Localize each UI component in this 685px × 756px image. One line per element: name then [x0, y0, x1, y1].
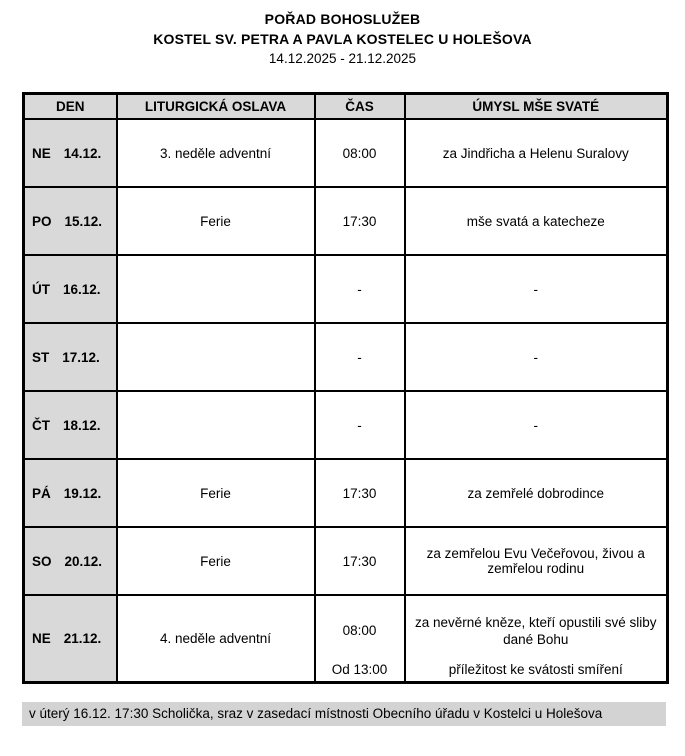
- intention-cell: mše svatá a katecheze: [405, 187, 668, 255]
- day-abbrev: ČT: [32, 417, 50, 433]
- day-abbrev: SO: [32, 553, 52, 569]
- intention-cell: [405, 595, 668, 683]
- col-header-cas: ČAS: [315, 94, 405, 120]
- day-date: 18.12.: [63, 417, 101, 433]
- celebration-cell: [117, 323, 315, 391]
- table-row: [24, 527, 668, 595]
- day-cell: [24, 459, 117, 527]
- time-cell: 17:30: [315, 459, 405, 527]
- document-header: [0, 0, 685, 69]
- day-cell: [24, 527, 117, 595]
- celebration-cell: 3. neděle adventní: [117, 119, 315, 187]
- table-row: [24, 459, 668, 527]
- table-body: [24, 119, 668, 683]
- day-cell: [24, 323, 117, 391]
- footer-note: v úterý 16.12. 17:30 Scholička, sraz v zasedací místnosti Obecního úřadu v Kostelci u Holešova: [22, 702, 666, 726]
- celebration-cell: [117, 391, 315, 459]
- celebration-cell: [117, 255, 315, 323]
- intention-cell: -: [405, 323, 668, 391]
- day-date: 21.12.: [63, 631, 102, 646]
- time-cell: 08:00: [315, 119, 405, 187]
- day-date: 17.12.: [62, 349, 100, 365]
- day-date: 20.12.: [64, 553, 103, 569]
- table-row: [24, 391, 668, 459]
- day-abbrev: ST: [32, 349, 50, 365]
- col-header-liturgicka-oslava: LITURGICKÁ OSLAVA: [117, 94, 315, 120]
- time-entries: [320, 596, 400, 681]
- intention-entry-1: za nevěrné kněze, kteří opustili své sliby dané Bohu: [414, 614, 657, 647]
- day-abbrev: ÚT: [32, 281, 50, 297]
- time-cell: 17:30: [315, 187, 405, 255]
- day-cell: [24, 255, 117, 323]
- schedule-table: [22, 92, 669, 684]
- table-row: [24, 187, 668, 255]
- table-row: [24, 255, 668, 323]
- header-row: [24, 94, 668, 120]
- intention-cell: za zemřelou Evu Večeřovou, živou a zemřelou rodinu: [405, 527, 668, 595]
- intention-entry-2: příležitost ke svátosti smíření: [448, 662, 623, 677]
- day-abbrev: NE: [32, 631, 51, 646]
- intention-cell: za zemřelé dobrodince: [405, 459, 668, 527]
- table-row: [24, 119, 668, 187]
- celebration-cell: Ferie: [117, 527, 315, 595]
- time-cell: -: [315, 391, 405, 459]
- date-range: 14.12.2025 - 21.12.2025: [268, 51, 417, 66]
- time-cell: -: [315, 323, 405, 391]
- table-row: [24, 323, 668, 391]
- time-cell: -: [315, 255, 405, 323]
- col-header-den: DEN: [24, 94, 117, 120]
- intention-cell: za Jindřicha a Helenu Suralovy: [405, 119, 668, 187]
- time-cell: [315, 595, 405, 683]
- page-subtitle: KOSTEL SV. PETRA A PAVLA KOSTELEC U HOLEŠOVA: [153, 31, 532, 47]
- time-entry-1: 08:00: [342, 623, 377, 638]
- table-header: [24, 94, 668, 120]
- day-cell: [24, 119, 117, 187]
- page-title: POŘAD BOHOSLUŽEB: [264, 11, 421, 27]
- day-date: 16.12.: [63, 281, 101, 297]
- celebration-cell: Ferie: [117, 459, 315, 527]
- day-abbrev: PÁ: [32, 485, 51, 501]
- day-cell: [24, 391, 117, 459]
- day-cell: [24, 187, 117, 255]
- celebration-cell: 4. neděle adventní: [117, 595, 315, 683]
- day-date: 14.12.: [63, 145, 102, 161]
- intention-cell: -: [405, 255, 668, 323]
- intention-cell: -: [405, 391, 668, 459]
- day-cell: [24, 595, 117, 683]
- day-abbrev: NE: [32, 145, 51, 161]
- time-cell: 17:30: [315, 527, 405, 595]
- day-date: 15.12.: [64, 213, 103, 229]
- time-entry-2: Od 13:00: [331, 662, 388, 677]
- celebration-cell: Ferie: [117, 187, 315, 255]
- col-header-umysl-mse-svate: ÚMYSL MŠE SVATÉ: [405, 94, 668, 120]
- table-row: [24, 595, 668, 683]
- day-date: 19.12.: [63, 485, 102, 501]
- day-abbrev: PO: [32, 213, 52, 229]
- intention-entries: [410, 596, 663, 681]
